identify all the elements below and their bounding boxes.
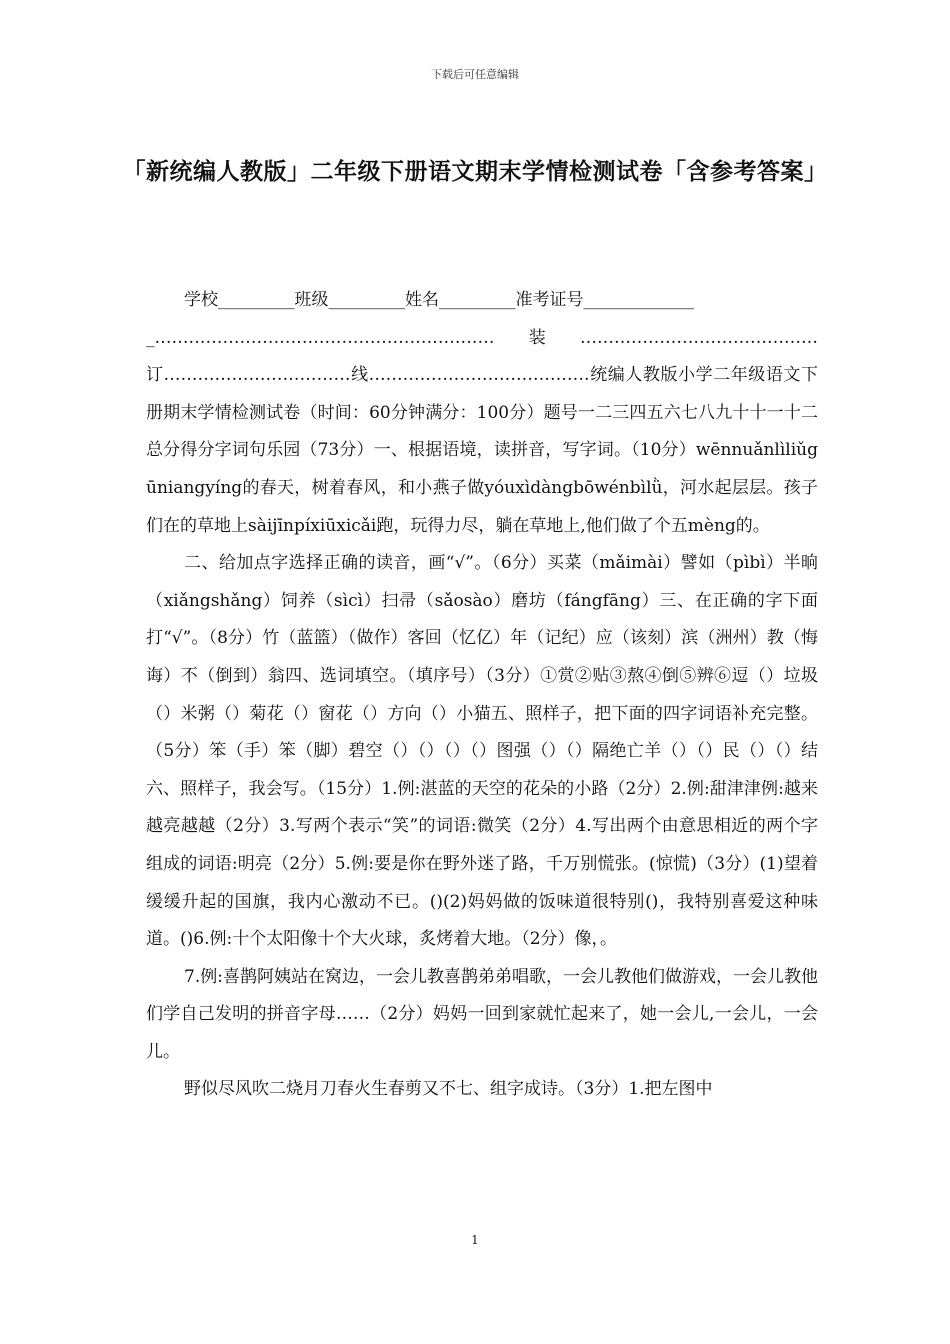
question-paragraph-3: 7.例:喜鹊阿姨站在窝边，一会儿教喜鹊弟弟唱歌，一会儿教他们做游戏，一会儿教他们学自己发明的拼音字母……（2分）妈妈一回到家就忙起来了，她一会儿,一会儿，一会儿。 [146,966,818,1062]
binding-line-paragraph: _……………………………………………………装……………………………………订……………………………线…………………………………统编人教版小学二年级语文下册期末学情检测试卷（时间：60分钟满分：100分）题号一二三四五六七八九十十一十二总分得分字词句乐园（73分）一、根据语境，读拼音，写字词。（10分）wēnnuǎnlìliǔgūniangyíng的春天，树着春风，和小燕子做yóuxìdàngbōwénbìlǜ，河水起层层。孩子们在的草地上sàijīnpíxiūxicǎi跑，玩得力尽，躺在草地上,他们做了个五mèng的。 [146,327,818,536]
question-paragraph-4: 野似尽风吹二烧月刀春火生春剪又不七、组字成诗。（3分）1.把左图中 [184,1079,713,1100]
info-line: 学校_________班级_________姓名_________准考证号_____________ [184,290,694,310]
document-body [146,282,818,1109]
document-title: 「新统编人教版」二年级下册语文期末学情检测试卷「含参考答案」 [122,159,828,185]
question-paragraph-2: 二、给加点字选择正确的读音，画“√”。（6分）买菜（mǎimài）譬如（pìbì）半晌（xiǎngshǎng）饲养（sìcì）扫帚（sǎosào）磨坊（fángfāng）三、在正确的字下面打“√”。（8分）竹（蓝篮）（做作）客回（忆亿）年（记纪）应（该刻）滨（洲州）教（悔诲）不（倒到）翁四、选词填空。（填序号）（3分）①赏②贴③熬④倒⑤辨⑥逗（）垃圾（）米粥（）菊花（）窗花（）方向（）小猫五、照样子，把下面的四字词语补充完整。（5分）笨（手）笨（脚）碧空（）（）（）（）图强（）（）隔绝亡羊（）（）民（）（）结六、照样子，我会写。（15分）1.例:湛蓝的天空的花朵的小路（2分）2.例:甜津津例:越来越亮越越（2分）3.写两个表示“笑”的词语:微笑（2分）4.写出两个由意思相近的两个字组成的词语:明亮（2分）5.例:要是你在野外迷了路，千万别慌张。(惊慌)（3分）(1)望着缓缓升起的国旗，我内心激动不已。()(2)妈妈做的饭味道很特别()，我特别喜爱这种味道。()6.例:十个太阳像十个大火球，炙烤着大地。（2分）像，。 [146,553,818,950]
page-number: 1 [471,1233,479,1247]
header-note: 下载后可任意编辑 [431,68,519,81]
